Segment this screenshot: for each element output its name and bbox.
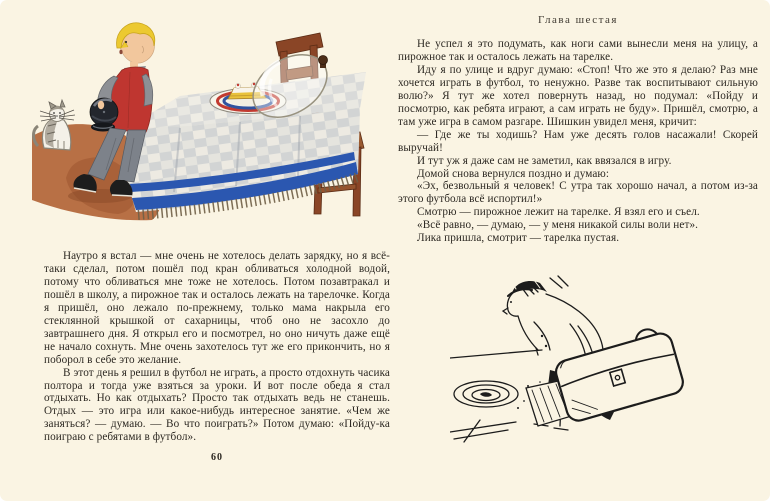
paragraph: Лика пришла, смотрит — тарелка пустая. — [417, 232, 620, 245]
chapter-header: Глава шестая — [538, 14, 618, 26]
paragraph: И тут уж я даже сам не заметил, как ввязался в игру. — [417, 154, 672, 167]
cap-in-hand — [90, 98, 118, 132]
paragraph: «Всё равно, — думаю, — у меня никакой силы воли нет». — [417, 219, 699, 232]
empty-plate — [454, 381, 518, 407]
right-text-column — [398, 38, 758, 245]
paragraph: «Эх, безвольный я человек! С утра так хорошо начал, а потом из-за этого футбола всё испортил!» — [398, 180, 758, 206]
left-text-column — [44, 250, 390, 444]
paragraph: — Где же ты ходишь? Нам уже десять голов насажали! Скорей выручай! — [398, 128, 758, 154]
paragraph: Наутро я встал — мне очень не хотелось делать зарядку, но я всё-таки сделал, потом пошёл под кран обливаться холодной водой, потому что обливаться мне тоже не хотелось. Потом позавтракал и пошёл в школу, а пирожное так и осталось лежать на тарелочке. Когда я пришёл, оно лежало по-прежнему, только мама накрыла его стеклянной крышкой от сахарницы, чтоб оно не засохло до завтрашнего дня. Я открыл его и посмотрел, но оно ничуть даже ещё не начало сохнуть. Мне очень захотелось тут же его прикончить, но я поборол в себе это желание. — [44, 250, 390, 366]
school-satchel — [551, 324, 686, 424]
ground-line — [450, 348, 542, 358]
paragraph: Смотрю — пирожное лежит на тарелке. Я взял его и съел. — [417, 206, 700, 219]
paragraph: Не успел я это подумать, как ноги сами вынесли меня на улицу, а пирожное так и осталось лежать на тарелке. — [398, 38, 758, 63]
paragraph: В этот день я решил в футбол не играть, а просто отдохнуть часика полтора и тогда уже взяться за уроки. И вот после обеда я стал отдыхать. Но как отдыхать? Просто так отдыхать ведь не станешь. Отдых — это игра или какое-нибудь интересное занятие. «Чем же заняться? — думаю. — Во что поиграть?» Потом думаю: «Пойду-ка поиграю с ребятами в футбол». — [44, 366, 390, 444]
page-number: 60 — [211, 452, 223, 463]
left-page-illustration — [30, 8, 370, 228]
paragraph: Иду я по улице и вдруг думаю: «Стоп! Что же это я делаю? Раз мне хочется играть в футбол, то ненужно. Разве так воспитывают сильную волю?» Я тут же хотел повернуть назад, но подумал: «Пойду и посмотрю, как ребята играют, а сам играть не буду». Пришёл, смотрю, а там уже игра в самом разгаре. Шишкин увидел меня, кричит: — [398, 63, 758, 128]
right-page-illustration — [450, 274, 702, 446]
paragraph: Домой снова вернулся поздно и думаю: — [417, 167, 610, 180]
